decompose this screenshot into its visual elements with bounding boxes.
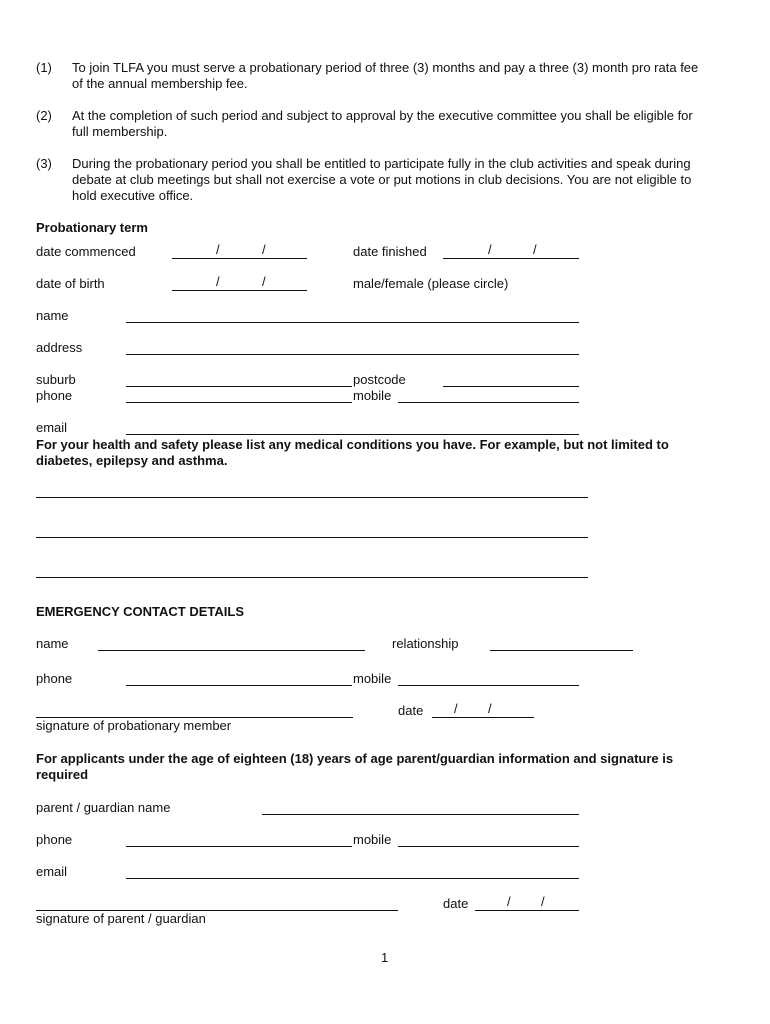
medical-conditions-heading: For your health and safety please list any medical conditions you have. For example, but not limited to diabetes, epilepsy and asthma.	[36, 437, 669, 468]
guardian-phone-label: phone	[36, 832, 73, 847]
rule-text: To join TLFA you must serve a probationary period of three (3) months and pay a three (3) month pro rata fee of the annual membership fee.	[72, 60, 699, 91]
emergency-phone-label: phone	[36, 671, 73, 686]
emergency-mobile-label: mobile	[353, 671, 392, 686]
guardian-email-field[interactable]	[126, 864, 579, 879]
date-commenced-field[interactable]	[172, 244, 307, 259]
guardian-mobile-label: mobile	[353, 832, 392, 847]
member-signature-label: signature of probationary member	[36, 718, 232, 733]
guardian-heading: For applicants under the age of eighteen (18) years of age parent/guardian information and signature is required	[36, 751, 674, 782]
guardian-mobile-field[interactable]	[398, 832, 579, 847]
member-date-label: date	[398, 703, 424, 718]
gender-label: male/female (please circle)	[353, 276, 509, 291]
email-label: email	[36, 420, 68, 435]
date-of-birth-field[interactable]	[172, 276, 307, 291]
page-number: 1	[381, 950, 389, 965]
suburb-label: suburb	[36, 372, 76, 387]
emergency-phone-field[interactable]	[126, 671, 352, 686]
emergency-name-field[interactable]	[98, 636, 365, 651]
rule-number: (3)	[36, 156, 52, 171]
phone-field[interactable]	[126, 388, 352, 403]
date-separator: /	[507, 894, 511, 909]
guardian-date-label: date	[443, 896, 469, 911]
emergency-mobile-field[interactable]	[398, 671, 579, 686]
address-field[interactable]	[126, 340, 579, 355]
probationary-term-heading: Probationary term	[36, 220, 148, 235]
medical-conditions-line[interactable]	[36, 537, 588, 538]
relationship-label: relationship	[392, 636, 459, 651]
date-finished-field[interactable]	[443, 244, 579, 259]
medical-conditions-line[interactable]	[36, 577, 588, 578]
name-label: name	[36, 308, 69, 323]
phone-label: phone	[36, 388, 73, 403]
postcode-label: postcode	[353, 372, 406, 387]
suburb-field[interactable]	[126, 372, 352, 387]
rule-text: During the probationary period you shall be entitled to participate fully in the club activities and speak during debate at club meetings but shall not exercise a vote or put motions in club decisions. You are not eligible to hold executive office.	[72, 156, 692, 203]
emergency-name-label: name	[36, 636, 69, 651]
emergency-contact-heading: EMERGENCY CONTACT DETAILS	[36, 604, 245, 619]
address-label: address	[36, 340, 83, 355]
rule-number: (1)	[36, 60, 52, 75]
date-separator: /	[488, 701, 492, 716]
date-separator: /	[488, 242, 492, 257]
mobile-label: mobile	[353, 388, 392, 403]
date-separator: /	[262, 274, 266, 289]
date-separator: /	[216, 274, 220, 289]
email-field[interactable]	[126, 420, 579, 435]
date-separator: /	[533, 242, 537, 257]
date-commenced-label: date commenced	[36, 244, 136, 259]
date-separator: /	[454, 701, 458, 716]
name-field[interactable]	[126, 308, 579, 323]
rule-text: At the completion of such period and subject to approval by the executive committee you shall be eligible for full membership.	[72, 108, 693, 139]
postcode-field[interactable]	[443, 372, 579, 387]
date-separator: /	[262, 242, 266, 257]
guardian-name-label: parent / guardian name	[36, 800, 171, 815]
guardian-signature-label: signature of parent / guardian	[36, 911, 206, 926]
date-of-birth-label: date of birth	[36, 276, 105, 291]
date-finished-label: date finished	[353, 244, 427, 259]
relationship-field[interactable]	[490, 636, 633, 651]
guardian-email-label: email	[36, 864, 68, 879]
member-date-field[interactable]	[432, 703, 534, 718]
date-separator: /	[541, 894, 545, 909]
guardian-name-field[interactable]	[262, 800, 579, 815]
rule-number: (2)	[36, 108, 52, 123]
guardian-phone-field[interactable]	[126, 832, 352, 847]
mobile-field[interactable]	[398, 388, 579, 403]
medical-conditions-line[interactable]	[36, 497, 588, 498]
guardian-date-field[interactable]	[475, 896, 579, 911]
date-separator: /	[216, 242, 220, 257]
